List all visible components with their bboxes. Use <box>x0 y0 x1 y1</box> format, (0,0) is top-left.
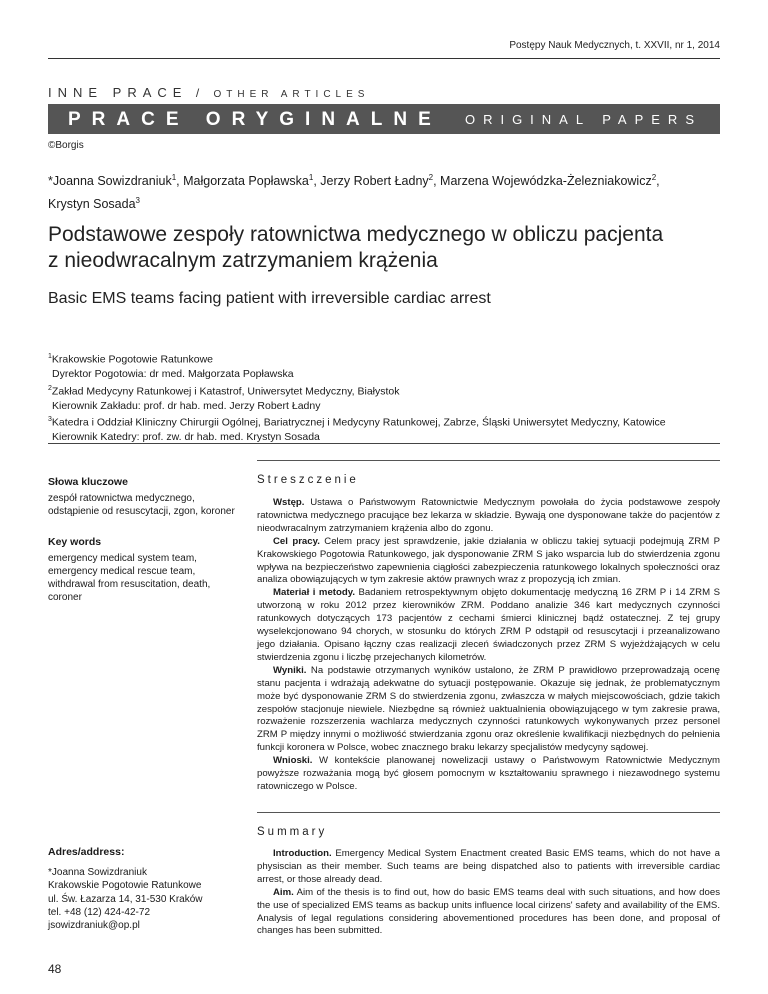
author-affiliation-ref: 1 <box>171 173 177 182</box>
article-type-banner <box>48 104 720 134</box>
abstract-paragraph <box>257 536 720 588</box>
author-affiliation-ref: 3 <box>135 196 140 206</box>
paragraph-lead: Materiał i metody. <box>273 587 355 599</box>
summary-body <box>257 848 720 938</box>
paragraph-lead: Wstęp. <box>273 497 305 508</box>
paragraph-lead: Introduction. <box>273 848 332 859</box>
streszczenie-rule <box>257 460 720 461</box>
section-label-pl: INNE PRACE <box>48 85 188 100</box>
address-line: ul. Św. Łazarza 14, 31-530 Kraków <box>48 893 203 905</box>
section-label <box>48 85 369 100</box>
author-name: , Jerzy Robert Ładny <box>313 174 429 189</box>
abstract-paragraph <box>257 587 720 664</box>
paragraph-text: Badaniem retrospektywnym objęto dokumentację medyczną 16 ZRM P i 14 ZRM S utworzoną w roku 2012 przez kierowników ZRM. Poddano analizie 346 kart medycznych czynności ratunkowych dotyczących 173 pacjentów z cechami śmierci klinicznej bądź ostatecznej. Z tej grupy wyselekcjonowano 94 chorych, w stosunku do których ZRM P odstąpił od resuscytacji i przeanalizowano jego działania. Opisano łączny czas realizacji zleceń świadczonych przez ZRM S wyjeżdżających w celu stwierdzenia zgonu i liczbę przejechanych kilometrów. <box>257 587 720 663</box>
abstract-paragraph <box>257 665 720 755</box>
keywords-pl <box>48 476 240 518</box>
affiliation-line <box>48 399 738 414</box>
paragraph-text: Na podstawie otrzymanych wyników ustalono, że ZRM P prawidłowo przeprowadzają ocenę stanu pacjenta i wdrażają adekwatne do sytuacji postępowanie. Okazuje się jednak, że problematycznym może być dysponowanie ZRM S do stwierdzenia zgonu, zwłaszcza w małych miejscowościach, gdzie takich zespołów stacjonuje niewiele. Niezbędne są również uaktualnienia obowiązującego w tym zakresie prawa, rozważenie rozszerzenia wachlarza medycznych czynności ratunkowych wykonywanych przez personel ZRM P między innymi o możliwość stwierdzania zgonu oraz określenie kwalifikacji niezbędnych do pełnienia funkcji koronera w Polsce, wobec znacznego braku lekarzy specjalistów medycyny sądowej. <box>257 664 720 754</box>
affiliation-number: 2 <box>48 384 52 392</box>
paragraph-text: Ustawa o Państwowym Ratownictwie Medycznym powołała do życia podstawowe zespoły ratownictwa medycznego pracujące bez lekarza w składzie. Bywają one dysponowane także do pacjentów z nieodwracalnym zatrzymaniem krążenia albo do zgonu. <box>257 497 720 534</box>
affiliation-line <box>48 413 738 430</box>
correspondence-address <box>48 846 248 932</box>
paragraph-lead: Wnioski. <box>273 755 313 767</box>
author-affiliation-ref: 1 <box>308 173 314 182</box>
streszczenie-heading: Streszczenie <box>257 474 359 486</box>
abstract-paragraph <box>257 848 720 887</box>
copyright-notice: ©Borgis <box>48 140 84 151</box>
paragraph-lead: Cel pracy. <box>273 535 320 547</box>
affiliation-text: Kierownik Katedry: prof. zw. dr hab. med. Krystyn Sosada <box>52 431 320 443</box>
author-affiliation-ref: 2 <box>651 173 657 182</box>
article-title-en: Basic EMS teams facing patient with irreversible cardiac arrest <box>48 290 491 307</box>
affiliations <box>48 350 738 445</box>
address-title: Adres/address: <box>48 846 125 858</box>
author-line-end: , <box>656 174 660 189</box>
affiliation-text: Katedra i Oddział Kliniczny Chirurgii Ogólnej, Bariatrycznej i Medycyny Ratunkowej, Zabrze, Śląski Uniwersytet Medyczny, Katowice <box>51 416 666 429</box>
paragraph-lead: Wyniki. <box>273 664 307 676</box>
author-line-2 <box>48 191 728 214</box>
address-line: Krakowskie Pogotowie Ratunkowe <box>48 880 202 892</box>
affiliation-text: Zakład Medycyny Ratunkowej i Katastrof, Uniwersytet Medyczny, Białystok <box>51 385 400 397</box>
affiliation-line <box>48 382 738 399</box>
author-name: , Marzena Wojewódzka-Żelezniakowicz <box>433 174 652 189</box>
paragraph-text: W kontekście planowanej nowelizacji ustawy o Państwowym Ratownictwie Medycznym powyższe rozważania mogą być głosem pomocnym w kształtowaniu sprawnego i niezawodnego systemu ratowniczego w Polsce. <box>257 755 720 792</box>
streszczenie-body <box>257 497 720 794</box>
paragraph-text: Aim of the thesis is to find out, how do basic EMS teams deal with such situations, and how does the use of specialized EMS teams as backup units influence local cirizens' safety and availability of the EMS. Analysis of legal regulations considering abovementioned procedures has been done, and proposal of changes has been submitted. <box>257 886 720 937</box>
author-name: *Joanna Sowizdraniuk <box>48 174 172 189</box>
keywords-en-title: Key words <box>48 536 102 548</box>
author-affiliation-ref: 2 <box>428 173 434 182</box>
author-line-1 <box>48 168 728 191</box>
keywords-pl-text: zespół ratownictwa medycznego, odstąpienie od resuscytacji, zgon, koroner <box>48 493 235 517</box>
section-label-en: OTHER ARTICLES <box>213 89 370 100</box>
article-title-pl-line-1: Podstawowe zespoły ratownictwa medycznego w obliczu pacjenta <box>48 223 664 246</box>
keywords-en <box>48 536 240 604</box>
affiliation-text: Dyrektor Pogotowia: dr med. Małgorzata Popławska <box>52 368 294 380</box>
affiliation-number: 3 <box>48 416 52 423</box>
abstract-paragraph <box>257 887 720 939</box>
banner-label-pl: PRACE ORYGINALNE <box>68 109 442 130</box>
summary-heading: Summary <box>257 826 328 838</box>
summary-rule <box>257 812 720 813</box>
article-title-pl-line-2: z nieodwracalnym zatrzymaniem krążenia <box>48 249 438 272</box>
address-line: tel. +48 (12) 424-42-72 <box>48 906 151 918</box>
article-title-pl <box>48 222 728 274</box>
author-name: , Małgorzata Popławska <box>176 174 309 189</box>
author-list <box>48 168 728 214</box>
affiliation-text: Krakowskie Pogotowie Ratunkowe <box>51 353 213 366</box>
abstract-paragraph <box>257 497 720 536</box>
section-label-separator: / <box>195 86 200 100</box>
keywords-en-text: emergency medical system team, emergency medical rescue team, withdrawal from resuscitation, death, coroner <box>48 553 211 603</box>
paragraph-text: Emergency Medical System Enactment created Basic EMS teams, which do not have a physiscian as their member. Such teams are being dispatched also to patients with irreversible cardiac arrest, or those already dead. <box>257 848 720 885</box>
paragraph-lead: Aim. <box>273 886 294 898</box>
affiliation-line <box>48 350 738 367</box>
journal-header: Postępy Nauk Medycznych, t. XXVII, nr 1, 2014 <box>509 40 720 51</box>
email-address: jsowizdraniuk@op.pl <box>48 920 140 932</box>
affiliation-line <box>48 367 738 382</box>
page-number: 48 <box>48 962 62 976</box>
address-line: *Joanna Sowizdraniuk <box>48 867 147 879</box>
keywords-pl-title: Słowa kluczowe <box>48 476 128 488</box>
paragraph-text: Celem pracy jest sprawdzenie, jakie działania w obliczu takiej sytuacji podejmują ZRM P Krakowskiego Pogotowia Ratunkowego, jak dysponowanie ZRM S jako wsparcia lub do stwierdzenia zgonu wpływa na bezpieczeństwo zapewnienia ciągłości zabezpieczenia ratunkowego lokalnych społeczności oraz analiza obowiązujących w tym zakresie aktów prawnych wraz z propozycją ich zmian. <box>257 535 720 586</box>
banner-label-en: ORIGINAL PAPERS <box>464 112 702 127</box>
affiliation-number: 1 <box>48 353 52 360</box>
header-rule <box>48 58 720 59</box>
author-name: Krystyn Sosada <box>48 197 136 212</box>
section-rule <box>48 443 720 444</box>
affiliation-text: Kierownik Zakładu: prof. dr hab. med. Jerzy Robert Ładny <box>52 399 321 412</box>
abstract-paragraph <box>257 755 720 794</box>
